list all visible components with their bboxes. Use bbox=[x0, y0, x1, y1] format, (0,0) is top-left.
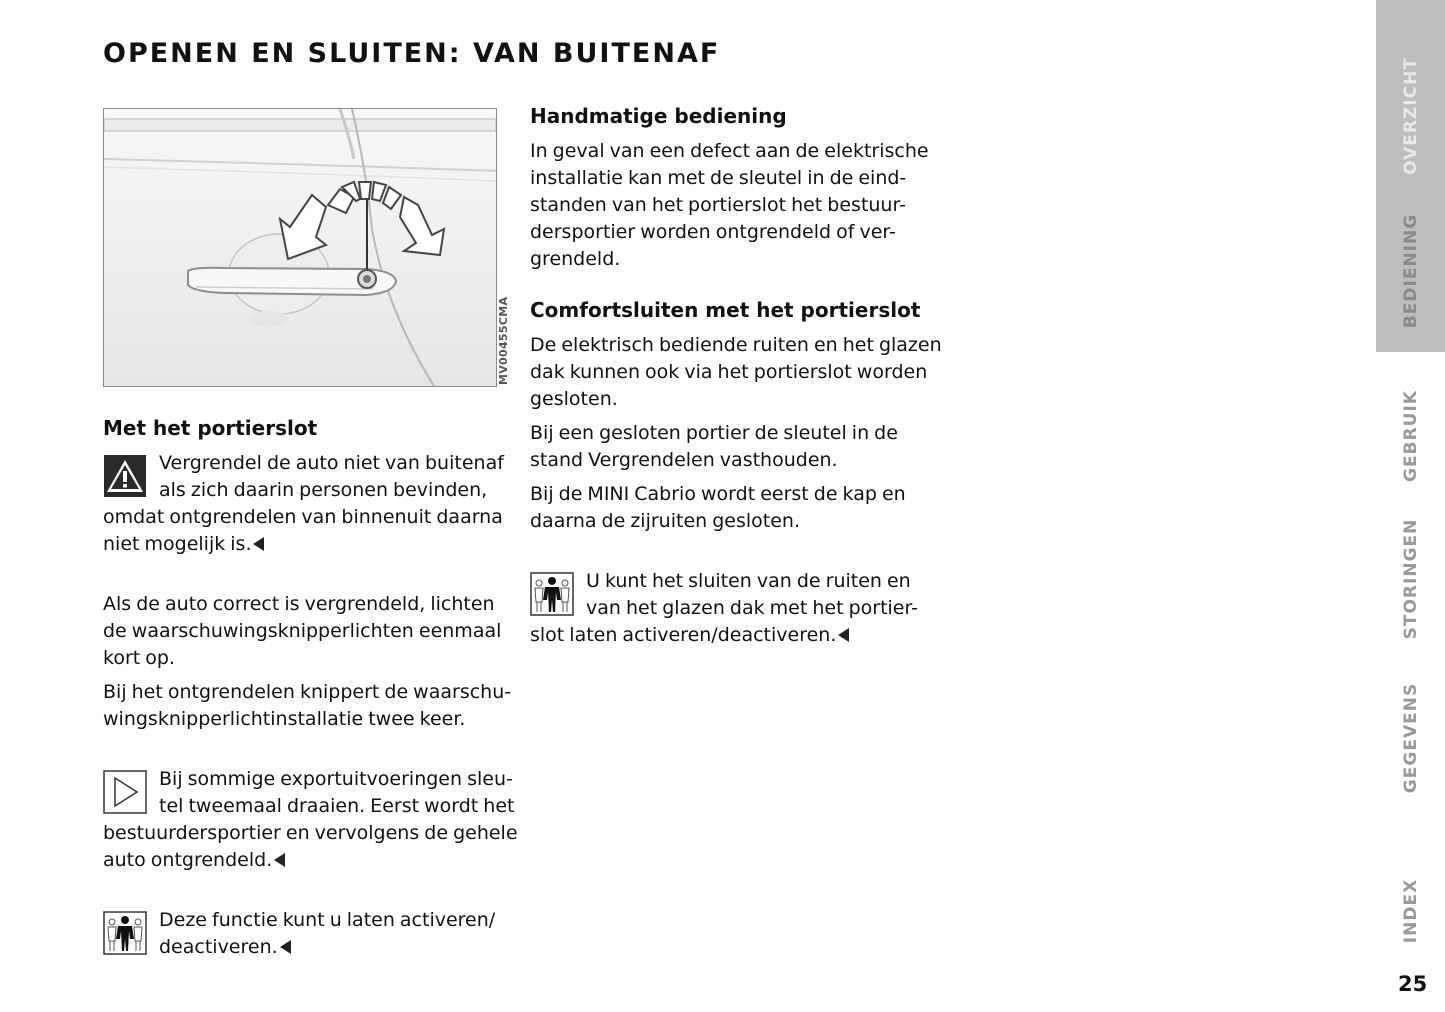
service-note-left-text: Deze functie kunt u laten activeren/ deactiveren. bbox=[159, 909, 496, 958]
warning-note bbox=[103, 450, 518, 558]
tab-gegevens[interactable]: GEGEVENS bbox=[1401, 682, 1421, 794]
door-handle-drawing bbox=[104, 109, 496, 386]
section-heading-handmatig: Handmatige bediening bbox=[530, 104, 787, 128]
paragraph-comfortsluiten: De elektrisch bediende ruiten en het glazen dak kunnen ook via het portierslot worden gesloten. bbox=[530, 334, 942, 410]
end-mark-icon bbox=[253, 537, 264, 551]
tab-storingen[interactable]: STORINGEN bbox=[1401, 518, 1421, 640]
end-mark-icon bbox=[280, 940, 291, 954]
service-note-right-text: U kunt het sluiten van de ruiten en van het glazen dak met het portier-slot laten activeren/deactiveren. bbox=[530, 570, 918, 646]
end-mark-icon bbox=[274, 853, 285, 867]
info-note bbox=[103, 766, 518, 874]
right-column bbox=[530, 100, 950, 656]
chapter-tab-bar bbox=[1376, 0, 1445, 1012]
note-arrow-icon bbox=[103, 770, 147, 814]
door-handle-illustration bbox=[103, 108, 497, 387]
paragraph-handmatig: In geval van een defect aan de elektrische installatie kan met de sleutel in de eind-standen van het portierslot het bestuur-dersportier worden ontgrendeld of ver-grendeld. bbox=[530, 140, 929, 270]
page-number: 25 bbox=[1398, 972, 1428, 996]
tab-index[interactable]: INDEX bbox=[1401, 878, 1421, 944]
service-people-icon bbox=[103, 911, 147, 955]
tab-gebruik[interactable]: GEBRUIK bbox=[1401, 390, 1421, 482]
page-title: OPENEN EN SLUITEN: VAN BUITENAF bbox=[103, 38, 721, 69]
service-note-right bbox=[530, 568, 950, 649]
paragraph-cabrio: Bij de MINI Cabrio wordt eerst de kap en daarna de zijruiten gesloten. bbox=[530, 483, 906, 532]
paragraph-vergrendeld: Als de auto correct is vergrendeld, lichten de waarschuwingsknipperlichten eenmaal kort op. bbox=[103, 593, 502, 669]
warning-text: Vergrendel de auto niet van buitenaf als zich daarin personen bevinden, omdat ontgrendelen van binnenuit daarna niet mogelijk is. bbox=[103, 452, 504, 555]
service-note-left bbox=[103, 907, 518, 961]
paragraph-ontgrendelen: Bij het ontgrendelen knippert de waarschu-wingsknipperlichtinstallatie twee keer. bbox=[103, 681, 512, 730]
tab-overzicht[interactable]: OVERZICHT bbox=[1401, 57, 1421, 175]
figure-code: MV00455CMA bbox=[497, 296, 510, 385]
paragraph-sleutel-vasthouden: Bij een gesloten portier de sleutel in de stand Vergrendelen vasthouden. bbox=[530, 422, 898, 471]
warning-triangle-icon bbox=[103, 454, 147, 498]
section-heading-comfortsluiten: Comfortsluiten met het portierslot bbox=[530, 298, 921, 322]
tab-bediening[interactable]: BEDIENING bbox=[1401, 213, 1421, 329]
section-heading-portierslot: Met het portierslot bbox=[103, 416, 318, 440]
service-people-icon bbox=[530, 572, 574, 616]
left-column bbox=[103, 412, 518, 968]
info-note-text: Bij sommige exportuitvoeringen sleu-tel tweemaal draaien. Eerst wordt het bestuurdersportier en vervolgens de gehele auto ontgrendeld. bbox=[103, 768, 518, 871]
end-mark-icon bbox=[838, 628, 849, 642]
